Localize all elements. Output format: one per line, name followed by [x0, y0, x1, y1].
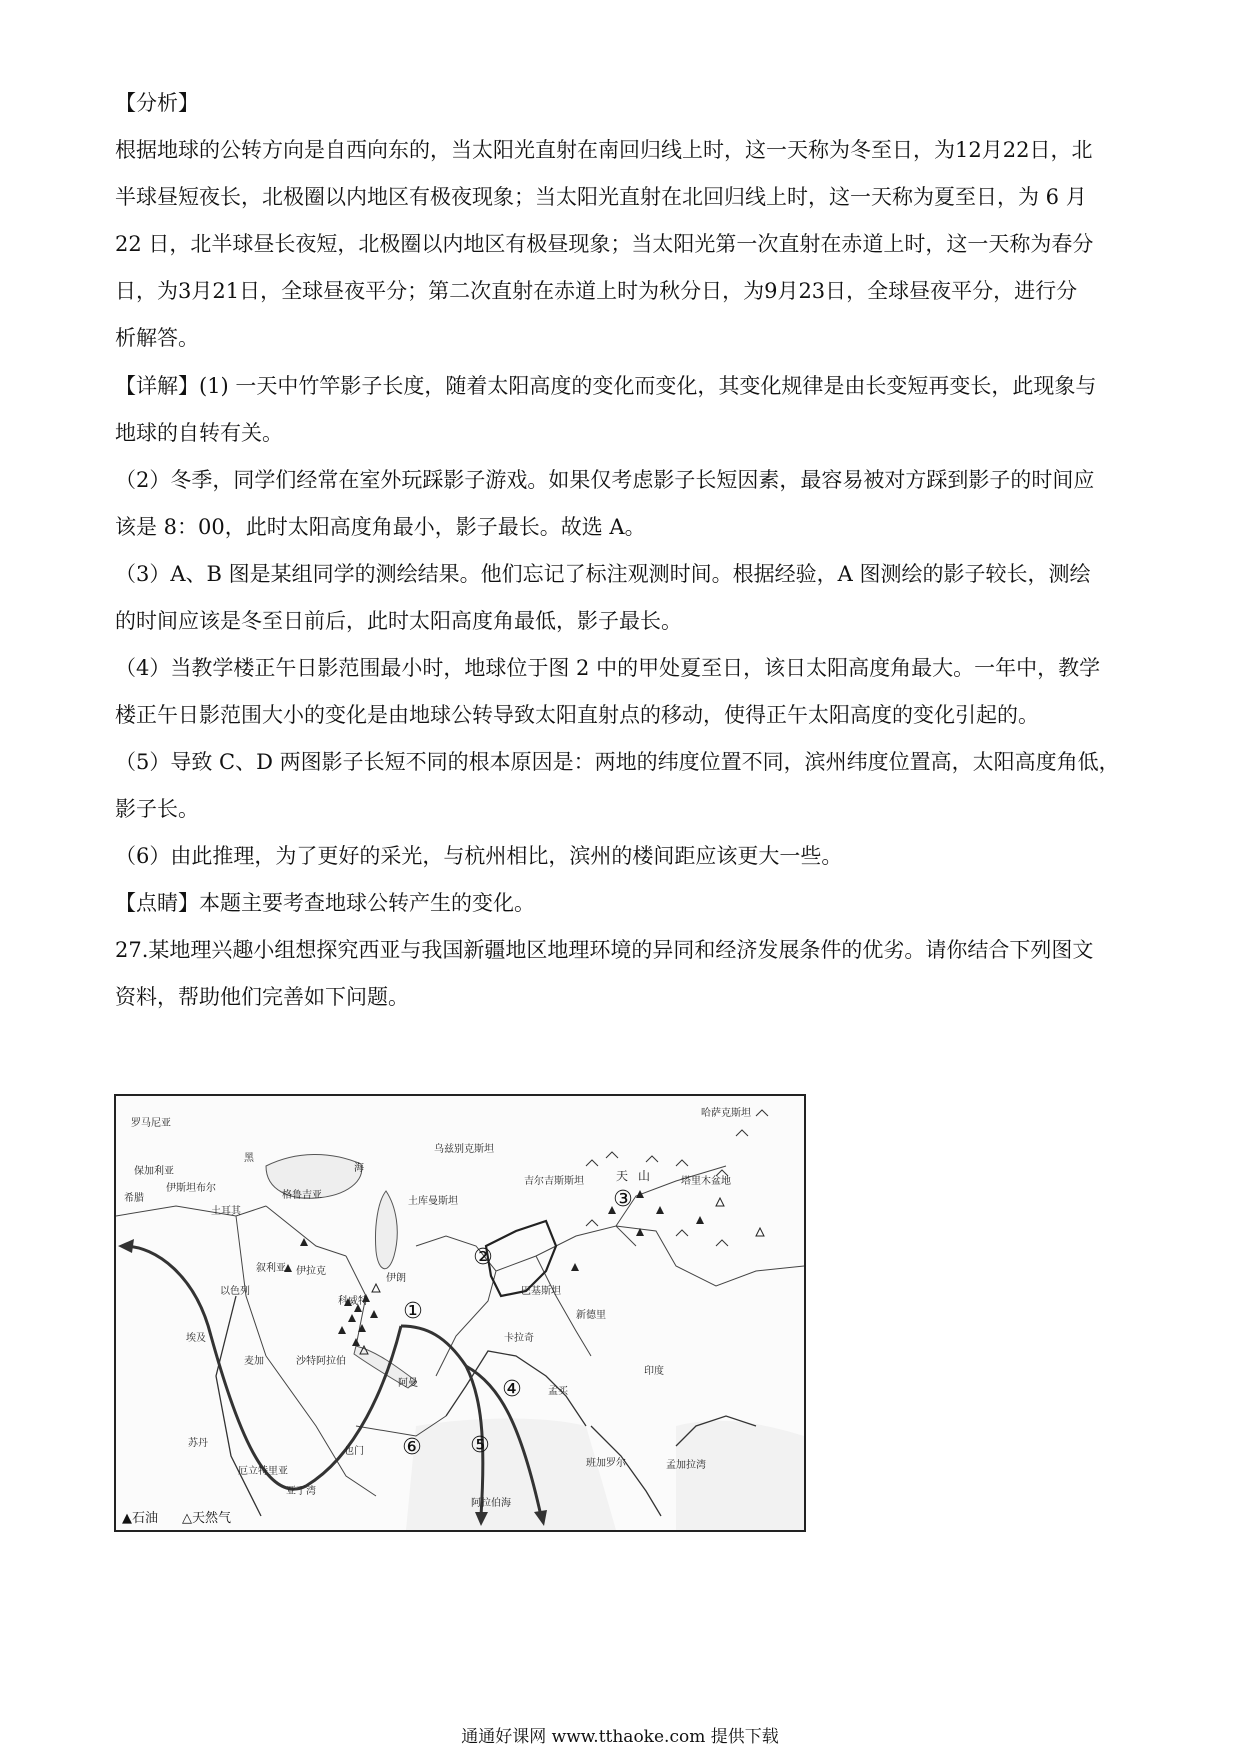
detail-line-5: （3）A、B 图是某组同学的测绘结果。他们忘记了标注观测时间。根据经验，A 图测绘的影子较长，测绘 [115, 562, 1091, 586]
legend-oil: ▲石油 [122, 1511, 158, 1526]
label-kolkata: 孟加拉湾 [666, 1460, 706, 1471]
detail-line-1: 【详解】(1) 一天中竹竿影子长度，随着太阳高度的变化而变化，其变化规律是由长变短再变长，此现象与 [115, 374, 1097, 398]
label-istanbul: 伊斯坦布尔 [166, 1183, 216, 1194]
gas-symbols [360, 1198, 764, 1354]
analysis-heading: 【分析】 [115, 91, 199, 115]
arabian-sea-shape [406, 1419, 616, 1531]
detail-line-10: 影子长。 [115, 797, 199, 821]
label-turkmenistan: 土库曼斯坦 [408, 1196, 458, 1207]
label-bangalore: 班加罗尔 [586, 1458, 626, 1469]
label-greece: 希腊 [124, 1193, 144, 1204]
analysis-line-1: 根据地球的公转方向是自西向东的，当太阳光直射在南回归线上时，这一天称为冬至日，为12月22日，北 [115, 138, 1093, 162]
label-aden: 亚丁湾 [286, 1486, 316, 1497]
label-kyrgyzstan: 吉尔吉斯斯坦 [524, 1176, 584, 1187]
label-sudan: 苏丹 [188, 1438, 208, 1449]
label-egypt: 埃及 [186, 1333, 206, 1344]
label-syria: 叙利亚 [256, 1263, 286, 1274]
page-footer: 通通好课网 www.tthaoke.com 提供下载 [461, 1727, 779, 1747]
label-bulgaria: 保加利亚 [134, 1166, 174, 1177]
label-mumbai: 孟买 [548, 1386, 568, 1397]
label-turkey: 土耳其 [211, 1206, 241, 1217]
label-oman: 阿曼 [398, 1378, 418, 1389]
label-saudi: 沙特阿拉伯 [296, 1356, 346, 1367]
detail-line-3: （2）冬季，同学们经常在室外玩踩影子游戏。如果仅考虑影子长短因素，最容易被对方踩到影子的时间应 [115, 468, 1095, 492]
label-arabiansea: 阿拉伯海 [471, 1498, 511, 1509]
label-tarim: 塔里木盆地 [681, 1176, 731, 1187]
detail-section [115, 363, 1130, 1021]
label-india: 印度 [644, 1366, 664, 1377]
marker-2: ② [473, 1245, 493, 1270]
label-newdelhi: 新德里 [576, 1310, 606, 1321]
detail-line-4: 该是 8：00，此时太阳高度角最小，影子最长。故选 A。 [115, 515, 646, 539]
detail-line-2: 地球的自转有关。 [115, 421, 283, 445]
marker-5: ⑤ [470, 1433, 490, 1458]
route-main-line [401, 1326, 466, 1366]
route-6-arrow [118, 1239, 134, 1253]
west-asia-map [114, 1094, 806, 1532]
detail-line-8: 楼正午日影范围大小的变化是由地球公转导致太阳直射点的移动，使得正午太阳高度的变化引起的。 [115, 703, 1039, 727]
label-georgia: 格鲁吉亚 [282, 1190, 322, 1201]
label-yemen: 也门 [344, 1446, 364, 1457]
label-eritrea: 厄立特里亚 [238, 1466, 288, 1477]
marker-1: ① [403, 1299, 423, 1324]
label-israel: 以色列 [220, 1286, 250, 1297]
label-romania: 罗马尼亚 [131, 1118, 171, 1129]
label-karachi: 卡拉奇 [504, 1333, 534, 1344]
detail-line-9: （5）导致 C、D 两图影子长短不同的根本原因是：两地的纬度位置不同，滨州纬度位置高，太阳高度角低， [115, 750, 1120, 774]
label-iraq: 伊拉克 [296, 1266, 326, 1277]
comment-line: 【点睛】本题主要考查地球公转产生的变化。 [115, 891, 535, 915]
mountain-marks [586, 1110, 768, 1246]
analysis-line-3: 22 日，北半球昼长夜短，北极圈以内地区有极昼现象；当太阳光第一次直射在赤道上时，这一天称为春分 [115, 232, 1094, 256]
detail-line-6: 的时间应该是冬至日前后，此时太阳高度角最低，影子最长。 [115, 609, 682, 633]
analysis-line-4: 日，为3月21日，全球昼夜平分；第二次直射在赤道上时为秋分日，为9月23日，全球昼夜平分，进行分 [115, 279, 1078, 303]
question-line-1: 27.某地理兴趣小组想探究西亚与我国新疆地区地理环境的异同和经济发展条件的优劣。请你结合下列图文 [115, 938, 1094, 962]
map-legend [122, 1510, 231, 1526]
label-black: 黑 [244, 1153, 254, 1164]
marker-6: ⑥ [402, 1435, 422, 1460]
label-sea: 海 [354, 1163, 364, 1174]
question-line-2: 资料，帮助他们完善如下问题。 [115, 985, 409, 1009]
legend-gas: △天然气 [182, 1511, 231, 1526]
label-kazakh: 哈萨克斯坦 [701, 1108, 751, 1119]
map-svg [116, 1096, 804, 1530]
detail-line-11: （6）由此推理，为了更好的采光，与杭州相比，滨州的楼间距应该更大一些。 [115, 844, 843, 868]
label-kuwait: 科威特 [338, 1296, 368, 1307]
label-mecca: 麦加 [244, 1356, 264, 1367]
label-uzbekistan: 乌兹别克斯坦 [434, 1144, 494, 1155]
analysis-line-2: 半球昼短夜长，北极圈以内地区有极夜现象；当太阳光直射在北回归线上时，这一天称为夏至日，为 6 月 [115, 185, 1087, 209]
bay-of-bengal-shape [676, 1421, 804, 1530]
label-shan: 山 [638, 1169, 651, 1183]
label-iran: 伊朗 [386, 1273, 406, 1284]
label-tianshan: 天 [616, 1169, 629, 1183]
analysis-line-5: 析解答。 [115, 326, 199, 350]
marker-4: ④ [502, 1377, 522, 1402]
analysis-section [115, 80, 1130, 362]
marker-3: ③ [613, 1187, 633, 1212]
caspian-sea-shape [375, 1191, 397, 1269]
label-pakistan: 巴基斯坦 [521, 1286, 561, 1297]
detail-line-7: （4）当教学楼正午日影范围最小时，地球位于图 2 中的甲处夏至日，该日太阳高度角最大。一年中，教学 [115, 656, 1101, 680]
afghanistan-border [486, 1221, 556, 1296]
